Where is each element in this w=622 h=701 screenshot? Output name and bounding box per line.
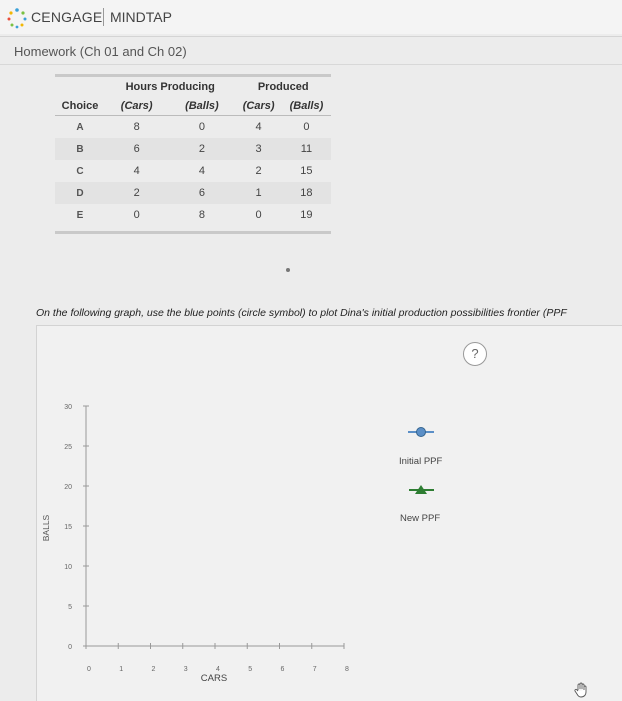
hours-balls-cell: 2	[168, 138, 235, 160]
hand-cursor-icon	[573, 682, 589, 698]
choice-cell: E	[76, 209, 84, 221]
choice-cell: C	[76, 165, 84, 177]
initial-ppf-tool[interactable]	[408, 428, 434, 437]
x-tick-label: 7	[312, 666, 317, 673]
produced-cars-cell: 3	[235, 138, 281, 160]
hours-cars-header: (Cars)	[105, 96, 168, 116]
hours-balls-cell: 4	[198, 165, 205, 177]
choice-header: Choice	[55, 96, 105, 116]
produced-cars-cell: 2	[255, 165, 262, 177]
new-ppf-label: New PPF	[400, 513, 441, 524]
choice-cell: D	[55, 182, 105, 204]
produced-header: Produced	[257, 80, 309, 93]
x-tick-label: 2	[151, 666, 156, 673]
y-tick-label: 15	[64, 524, 72, 531]
hours-cars-cell: 4	[133, 165, 140, 177]
product-name: MINDTAP	[110, 9, 172, 25]
produced-balls-cell: 19	[300, 209, 313, 221]
new-ppf-tool[interactable]	[409, 485, 434, 494]
produced-cars-header: (Cars)	[235, 96, 281, 116]
y-tick-label: 25	[64, 444, 72, 451]
hours-balls-header: (Balls)	[168, 96, 235, 116]
initial-ppf-label: Initial PPF	[399, 456, 443, 467]
x-tick-label: 1	[119, 666, 124, 673]
produced-cars-cell: 4	[255, 121, 262, 133]
produced-balls-cell: 18	[282, 182, 331, 204]
hours-balls-cell: 0	[198, 121, 205, 133]
choice-cell: B	[55, 138, 105, 160]
produced-balls-cell: 15	[300, 165, 313, 177]
x-tick-label: 6	[280, 666, 285, 673]
x-axis-label: CARS	[200, 673, 228, 684]
x-tick-label: 3	[183, 666, 188, 673]
hours-cars-cell: 0	[133, 209, 140, 221]
hours-cars-cell: 2	[105, 182, 168, 204]
x-tick-label: 4	[216, 666, 220, 673]
y-tick-label: 20	[64, 484, 72, 491]
circle-marker-icon	[417, 428, 426, 437]
hours-balls-cell: 8	[198, 209, 205, 221]
produced-balls-cell: 11	[282, 138, 331, 160]
y-tick-label: 10	[64, 564, 72, 571]
hours-producing-header: Hours Producing	[125, 80, 215, 93]
instruction-text: On the following graph, use the blue points (circle symbol) to plot Dina's initial production possibilities frontier (PPF	[36, 307, 567, 319]
hours-balls-cell: 6	[168, 182, 235, 204]
produced-cars-cell: 0	[255, 209, 262, 221]
y-tick-label: 0	[68, 644, 72, 651]
hours-cars-cell: 8	[133, 121, 140, 133]
help-button[interactable]: ?	[463, 342, 487, 366]
y-tick-label: 5	[68, 604, 72, 611]
x-tick-label: 0	[87, 666, 91, 673]
brand-name[interactable]: CENGAGE	[31, 9, 103, 25]
produced-balls-cell: 0	[303, 121, 310, 133]
y-axis-label: BALLS	[41, 514, 51, 542]
choice-cell: A	[76, 121, 84, 133]
hours-cars-cell: 6	[105, 138, 168, 160]
x-tick-label: 5	[248, 666, 253, 673]
produced-cars-cell: 1	[235, 182, 281, 204]
page-title: Homework (Ch 01 and Ch 02)	[14, 44, 187, 59]
y-tick-label: 30	[64, 404, 72, 411]
x-tick-label: 8	[345, 666, 349, 673]
produced-balls-header: (Balls)	[282, 96, 331, 116]
